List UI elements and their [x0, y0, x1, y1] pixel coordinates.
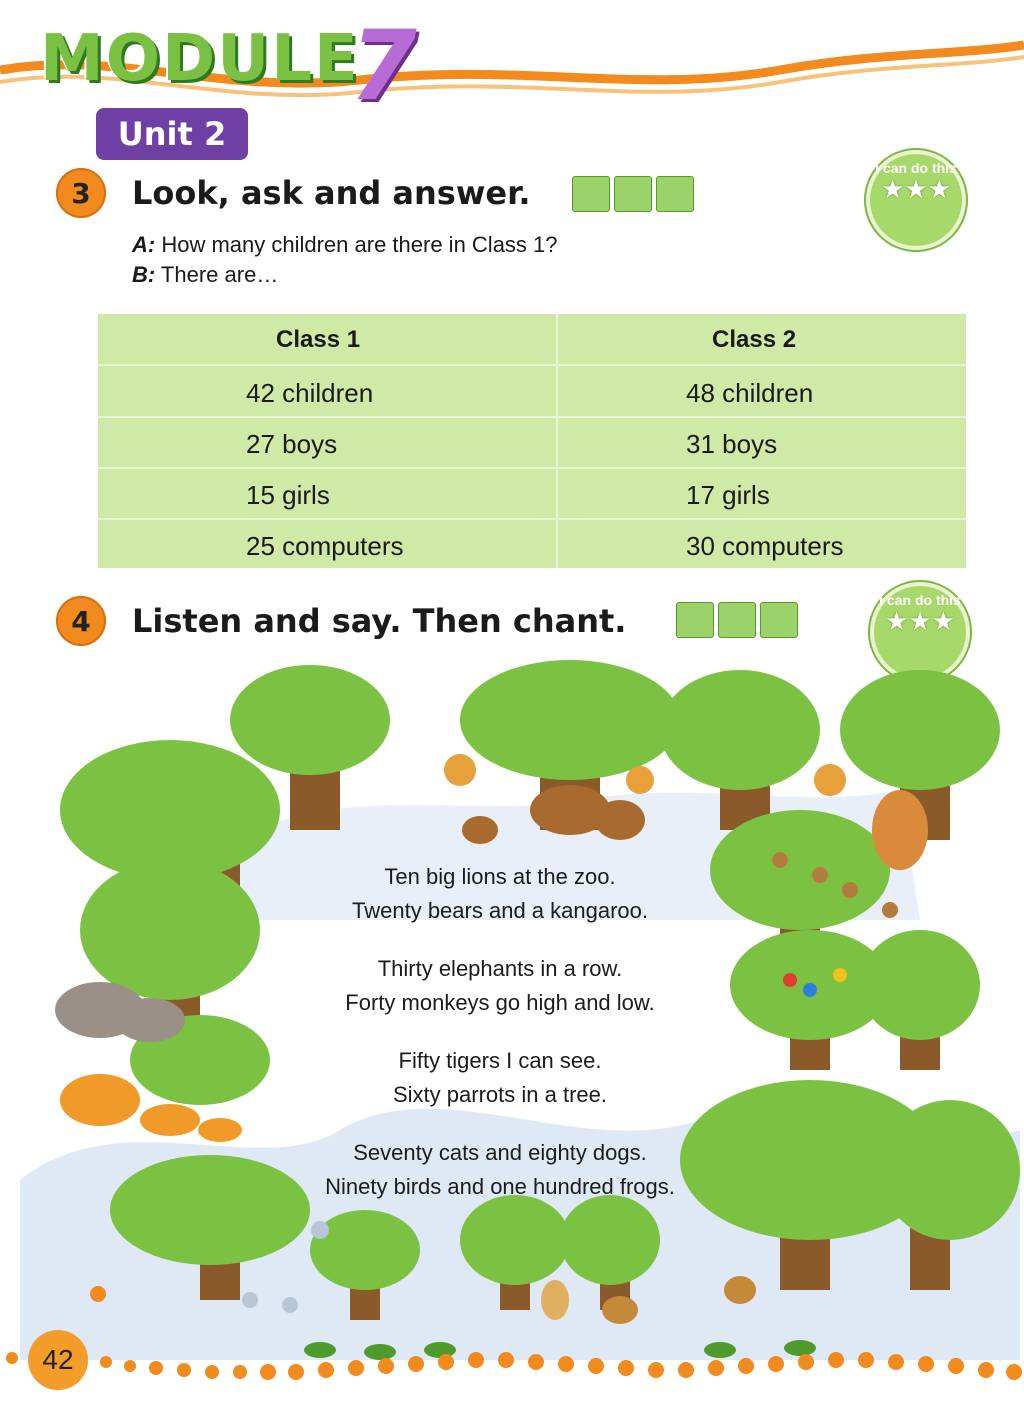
section-4-number: 4 — [56, 596, 106, 646]
activity-icons — [572, 176, 694, 212]
speaker-b: B: — [132, 262, 156, 287]
table-cell: 42 children — [246, 378, 374, 408]
speak-icon — [718, 602, 756, 638]
badge-label: I can do this — [875, 160, 957, 176]
table-cell: 17 girls — [686, 480, 770, 510]
table-row — [98, 468, 966, 520]
badge-label: I can do this — [879, 592, 961, 608]
poem-line: Ninety birds and one hundred frogs. — [325, 1174, 675, 1199]
talk-icon — [656, 176, 694, 212]
poem-line: Twenty bears and a kangaroo. — [352, 898, 648, 923]
table-cell: 30 computers — [686, 531, 844, 561]
dialogue — [132, 230, 558, 290]
star-icon: ★★★ — [881, 174, 951, 204]
poem-line: Ten big lions at the zoo. — [384, 864, 616, 889]
module-number: 7 — [350, 10, 417, 122]
table-cell: 48 children — [686, 378, 814, 408]
table-cell: 15 girls — [246, 480, 330, 510]
star-icon: ★★★ — [885, 606, 955, 636]
poem-stanza — [270, 952, 730, 1020]
table-row — [98, 519, 966, 569]
table-header-row — [98, 314, 966, 366]
activity-icons — [676, 602, 798, 638]
can-do-badge — [866, 150, 966, 250]
speaker-a: A: — [132, 232, 156, 257]
table-cell: 27 boys — [246, 429, 338, 459]
dialogue-line-b — [132, 260, 558, 290]
section-3-number: 3 — [56, 168, 106, 218]
poem-stanza — [270, 1044, 730, 1112]
line-a-text: How many children are there in Class 1? — [155, 232, 558, 257]
line-b-text: There are… — [155, 262, 279, 287]
table-cell: 25 computers — [246, 531, 404, 561]
dialogue-line-a — [132, 230, 558, 260]
module-title: MODULE — [40, 22, 360, 96]
poem-line: Thirty elephants in a row. — [377, 956, 623, 981]
header-class-1: Class 1 — [276, 326, 361, 353]
dots — [6, 1286, 1022, 1380]
table-row — [98, 366, 966, 418]
speak-icon — [614, 176, 652, 212]
kangaroo-icon — [872, 790, 928, 870]
poem-line: Forty monkeys go high and low. — [345, 990, 655, 1015]
header-class-2: Class 2 — [712, 326, 797, 353]
dotted-border — [0, 1280, 1024, 1415]
poem-stanza — [270, 860, 730, 928]
page-number: 42 — [28, 1330, 88, 1390]
table-cell: 31 boys — [686, 429, 778, 459]
section-4-title: Listen and say. Then chant. — [132, 602, 627, 640]
table-row — [98, 417, 966, 469]
poem-line: Sixty parrots in a tree. — [393, 1082, 607, 1107]
chant-icon — [760, 602, 798, 638]
section-3-title: Look, ask and answer. — [132, 174, 531, 212]
unit-label: Unit 2 — [96, 108, 248, 160]
listen-icon — [676, 602, 714, 638]
poem-line: Fifty tigers I can see. — [398, 1048, 602, 1073]
listen-icon — [572, 176, 610, 212]
poem-stanza — [270, 1136, 730, 1204]
poem-line: Seventy cats and eighty dogs. — [353, 1140, 647, 1165]
class-table — [98, 314, 966, 568]
chant-poem — [270, 860, 730, 1228]
